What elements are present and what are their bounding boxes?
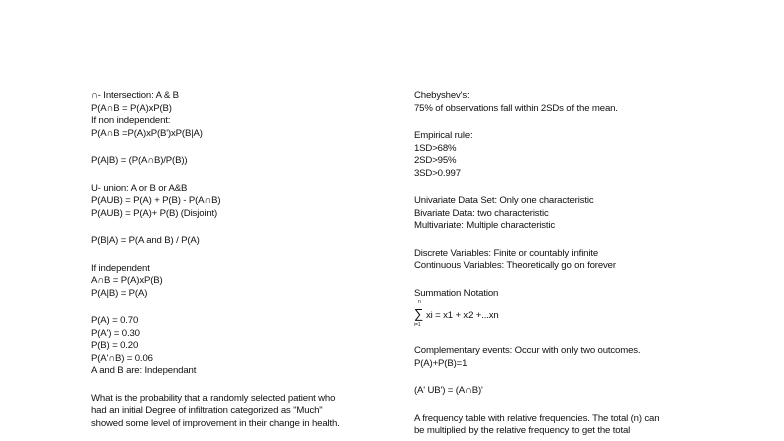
note-line: P(AUB) = P(A)+ P(B) (Disjoint) (91, 207, 218, 219)
sigma-symbol: ∑ (414, 306, 424, 321)
note-line: be multiplied by the relative frequency to get the total (414, 425, 631, 436)
summation-formula (414, 299, 704, 332)
note-line: P(A') = 0.30 (91, 327, 140, 339)
note-line: ∩- Intersection: A & B (91, 90, 179, 101)
note-line: 3SD>0.997 (414, 167, 461, 179)
summation-upper-limit: n (418, 299, 421, 305)
summation-lower-limit: i=1 (414, 322, 421, 328)
right-notes-column (414, 90, 704, 438)
note-line: 1SD>68% (414, 142, 457, 154)
blank-line (91, 140, 381, 155)
blank-line (91, 248, 381, 263)
note-line: (A' UB') = (A∩B)' (414, 385, 483, 396)
blank-line (414, 180, 704, 195)
blank-line (414, 233, 704, 248)
note-line: 2SD>95% (414, 155, 457, 166)
note-line: 75% of observations fall within 2SDs of the mean. (414, 102, 618, 114)
question-line: What is the probability that a randomly selected patient who (91, 392, 336, 404)
note-line: Multivariate: Multiple characteristic (414, 220, 556, 231)
summation-expression: xi = x1 + x2 +...xn (426, 310, 499, 321)
left-notes-column (91, 90, 381, 430)
note-line: P(B|A) = P(A and B) / P(A) (91, 235, 200, 246)
note-line: Continuous Variables: Theoretically go on forever (414, 260, 616, 271)
note-line: P(A'∩B) = 0.06 (91, 352, 153, 364)
question-line: showed some level of improvement in their change in health. (91, 417, 340, 429)
note-line: Empirical rule: (414, 130, 473, 141)
note-line: Univariate Data Set: Only one characteristic (414, 195, 594, 206)
note-line: P(A|B) = P(A) (91, 287, 148, 299)
blank-line (414, 273, 704, 288)
blank-line (91, 300, 381, 315)
note-line: P(A∩B = P(A)xP(B) (91, 102, 172, 114)
note-line: A frequency table with relative frequencies. The total (n) can (414, 412, 660, 424)
note-line: U- union: A or B or A&B (91, 182, 188, 194)
note-line: P(A)+P(B)=1 (414, 357, 468, 369)
blank-line (91, 220, 381, 235)
note-line: Discrete Variables: Finite or countably infinite (414, 247, 599, 259)
note-line: Summation Notation (414, 287, 499, 299)
blank-line (414, 398, 704, 413)
note-line: If non independent: (91, 115, 171, 126)
note-line: P(A∩B =P(A)xP(B')xP(B|A) (91, 127, 203, 139)
note-line: A∩B = P(A)xP(B) (91, 275, 163, 286)
note-line: Bivariate Data: two characteristic (414, 207, 549, 219)
note-line: P(B) = 0.20 (91, 340, 139, 351)
question-line: had an initial Degree of infiltration categorized as "Much" (91, 405, 323, 416)
note-line: A and B are: Independant (91, 365, 197, 376)
note-line: P(A|B) = (P(A∩B)/P(B)) (91, 155, 188, 166)
blank-line (414, 332, 704, 345)
blank-line (91, 378, 381, 393)
note-line: Complementary events: Occur with only two outcomes. (414, 345, 641, 356)
note-line: Chebyshev's: (414, 90, 470, 101)
blank-line (414, 115, 704, 130)
blank-line (91, 168, 381, 183)
note-line: If independent (91, 262, 150, 274)
blank-line (414, 370, 704, 385)
note-line: P(A) = 0.70 (91, 315, 139, 326)
note-line: P(AUB) = P(A) + P(B) - P(A∩B) (91, 195, 221, 206)
